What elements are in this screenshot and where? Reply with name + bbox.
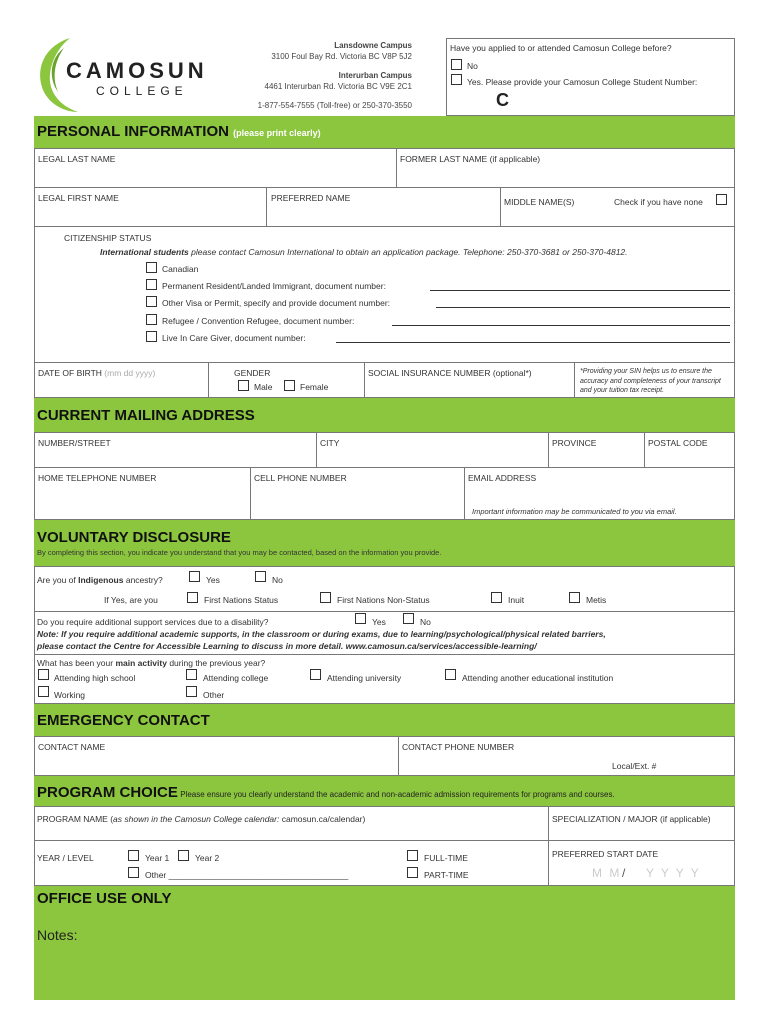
activity-other-checkbox[interactable] <box>186 686 197 697</box>
legal-last-name-field[interactable]: LEGAL LAST NAME <box>38 154 116 164</box>
logo-sub: COLLEGE <box>96 84 188 98</box>
activity-q-bold: main activity <box>115 658 167 668</box>
fn-nonstatus-checkbox[interactable] <box>320 592 331 603</box>
indigenous-no-label: No <box>272 575 283 585</box>
refugee-document-input[interactable] <box>392 325 730 326</box>
street-field[interactable]: NUMBER/STREET <box>38 438 111 448</box>
activity-hs-label: Attending high school <box>54 673 136 683</box>
activity-univ-label: Attending university <box>327 673 402 683</box>
gender-female-checkbox[interactable] <box>284 380 295 391</box>
sin-field[interactable]: SOCIAL INSURANCE NUMBER (optional*) <box>368 368 532 378</box>
if-yes-label: If Yes, are you <box>104 595 158 605</box>
year1-checkbox[interactable] <box>128 850 139 861</box>
voluntary-title: VOLUNTARY DISCLOSURE <box>37 529 231 546</box>
start-month-input[interactable]: M M <box>592 866 622 880</box>
dob-field[interactable]: DATE OF BIRTH <box>38 368 102 378</box>
mailing-title: CURRENT MAILING ADDRESS <box>37 407 255 424</box>
support-note-line2: please contact the Centre for Accessible Learning to discuss in more detail. www.camosun.ca/services/accessible-learning/ <box>37 641 537 651</box>
applied-no-checkbox[interactable] <box>451 59 462 70</box>
home-phone-field[interactable]: HOME TELEPHONE NUMBER <box>38 473 157 483</box>
indigenous-q-bold: Indigenous <box>78 575 124 585</box>
sin-note: *Providing your SIN helps us to ensure the accuracy and completeness of your transcript and your tuition tax receipt. <box>580 368 721 394</box>
citizenship-refugee-checkbox[interactable] <box>146 314 157 325</box>
program-name-post: camosun.ca/calendar) <box>279 814 366 824</box>
year1-label: Year 1 <box>145 853 170 863</box>
city-field[interactable]: CITY <box>320 438 340 448</box>
visa-document-input[interactable] <box>436 307 730 308</box>
program-title: PROGRAM CHOICE <box>37 784 178 801</box>
fulltime-label: FULL-TIME <box>424 853 468 863</box>
cell-phone-field[interactable]: CELL PHONE NUMBER <box>254 473 347 483</box>
inuit-checkbox[interactable] <box>491 592 502 603</box>
gender-male-label: Male <box>254 382 273 392</box>
year2-checkbox[interactable] <box>178 850 189 861</box>
logo-name: CAMOSUN <box>66 58 208 83</box>
applied-yes-checkbox[interactable] <box>451 74 462 85</box>
year-other-checkbox[interactable] <box>128 867 139 878</box>
support-question: Do you require additional support services due to a disability? <box>37 617 269 627</box>
citizenship-canadian-label: Canadian <box>162 264 199 274</box>
province-field[interactable]: PROVINCE <box>552 438 597 448</box>
program-subtitle: Please ensure you clearly understand the academic and non-academic admission requirements for programs and courses. <box>180 790 615 799</box>
intl-students-text: please contact Camosun International to obtain an application package. Telephone: 250-370-3681 or 250-370-4812. <box>191 247 628 257</box>
gender-female-label: Female <box>300 382 329 392</box>
interurban-addr: 4461 Interurban Rd. Victoria BC V9E 2C1 <box>264 82 412 91</box>
emergency-title: EMERGENCY CONTACT <box>37 712 210 729</box>
year2-label: Year 2 <box>195 853 220 863</box>
support-no-checkbox[interactable] <box>403 613 414 624</box>
contact-phone-field[interactable]: CONTACT PHONE NUMBER <box>402 742 515 752</box>
support-yes-checkbox[interactable] <box>355 613 366 624</box>
citizenship-caregiver-checkbox[interactable] <box>146 331 157 342</box>
indigenous-yes-checkbox[interactable] <box>189 571 200 582</box>
citizenship-refugee-label: Refugee / Convention Refugee, document number: <box>162 316 355 326</box>
fulltime-checkbox[interactable] <box>407 850 418 861</box>
fn-status-checkbox[interactable] <box>187 592 198 603</box>
postal-code-field[interactable]: POSTAL CODE <box>648 438 708 448</box>
citizenship-visa-label: Other Visa or Permit, specify and provide document number: <box>162 298 391 308</box>
fn-nonstatus-label: First Nations Non-Status <box>337 595 430 605</box>
legal-first-name-field[interactable]: LEGAL FIRST NAME <box>38 193 119 203</box>
check-none-label: Check if you have none <box>614 197 703 207</box>
program-name-pre[interactable]: PROGRAM NAME ( <box>37 814 114 824</box>
lansdowne-addr: 3100 Foul Bay Rd. Victoria BC V8P 5J2 <box>271 52 412 61</box>
start-year-input[interactable]: Y Y Y Y <box>646 866 701 880</box>
gender-male-checkbox[interactable] <box>238 380 249 391</box>
inuit-label: Inuit <box>508 595 525 605</box>
preferred-name-field[interactable]: PREFERRED NAME <box>271 193 351 203</box>
activity-univ-checkbox[interactable] <box>310 669 321 680</box>
voluntary-intro: By completing this section, you indicate you understand that you may be contacted, based on the information you provide. <box>37 548 442 557</box>
intl-students-bold: International students <box>100 247 189 257</box>
email-note: Important information may be communicated to you via email. <box>472 507 677 516</box>
fn-status-label: First Nations Status <box>204 595 279 605</box>
campus-info <box>236 40 412 111</box>
phone: 1-877-554-7555 (Toll-free) or 250-370-3550 <box>257 101 412 110</box>
start-date-slash: / <box>622 866 626 880</box>
activity-working-checkbox[interactable] <box>38 686 49 697</box>
activity-other-inst-label: Attending another educational institution <box>462 673 614 683</box>
metis-checkbox[interactable] <box>569 592 580 603</box>
parttime-checkbox[interactable] <box>407 867 418 878</box>
applied-no-label: No <box>467 61 478 71</box>
lansdowne-title: Lansdowne Campus <box>334 41 412 50</box>
activity-q-post: during the previous year? <box>169 658 266 668</box>
indigenous-no-checkbox[interactable] <box>255 571 266 582</box>
activity-college-label: Attending college <box>203 673 269 683</box>
office-notes: Notes: <box>37 927 78 943</box>
citizenship-visa-checkbox[interactable] <box>146 296 157 307</box>
activity-hs-checkbox[interactable] <box>38 669 49 680</box>
no-middle-name-checkbox[interactable] <box>716 194 727 205</box>
student-number-prefix: C <box>496 90 509 110</box>
middle-name-field[interactable]: MIDDLE NAME(S) <box>504 197 575 207</box>
metis-label: Metis <box>586 595 607 605</box>
local-ext-field[interactable]: Local/Ext. # <box>612 761 657 771</box>
support-no-label: No <box>420 617 431 627</box>
applied-question: Have you applied to or attended Camosun College before? <box>450 43 672 53</box>
year-other-label[interactable]: Other ______________________________________ <box>145 870 349 880</box>
email-field[interactable]: EMAIL ADDRESS <box>468 473 537 483</box>
citizenship-pr-label: Permanent Resident/Landed Immigrant, document number: <box>162 281 386 291</box>
former-last-name-field[interactable]: FORMER LAST NAME (if applicable) <box>400 154 541 164</box>
activity-other-label: Other <box>203 690 225 700</box>
activity-college-checkbox[interactable] <box>186 669 197 680</box>
citizenship-label: CITIZENSHIP STATUS <box>64 233 152 243</box>
activity-working-label: Working <box>54 690 86 700</box>
indigenous-q-pre: Are you of <box>37 575 76 585</box>
indigenous-yes-label: Yes <box>206 575 220 585</box>
parttime-label: PART-TIME <box>424 870 469 880</box>
pr-document-input[interactable] <box>430 290 730 291</box>
activity-q-pre: What has been your <box>37 658 114 668</box>
indigenous-q-post: ancestry? <box>125 575 163 585</box>
support-yes-label: Yes <box>372 617 386 627</box>
personal-box <box>34 148 735 398</box>
specialization-field[interactable]: SPECIALIZATION / MAJOR (if applicable) <box>552 814 711 824</box>
camosun-logo <box>30 34 220 114</box>
program-name-ital: as shown in the Camosun College calendar: <box>113 814 280 824</box>
start-date-label: PREFERRED START DATE <box>552 849 659 859</box>
caregiver-document-input[interactable] <box>336 342 730 343</box>
applied-yes-label: Yes. Please provide your Camosun College Student Number: <box>467 77 698 87</box>
citizenship-canadian-checkbox[interactable] <box>146 262 157 273</box>
support-note-line1: Note: If you require additional academic supports, in the classroom or during exams, due to learning/psychological/physical related barriers, <box>37 629 606 639</box>
year-level-label: YEAR / LEVEL <box>37 853 94 863</box>
personal-title: PERSONAL INFORMATION <box>37 123 229 140</box>
citizenship-pr-checkbox[interactable] <box>146 279 157 290</box>
office-title: OFFICE USE ONLY <box>37 890 172 907</box>
activity-other-inst-checkbox[interactable] <box>445 669 456 680</box>
personal-subtitle: (please print clearly) <box>233 128 321 138</box>
citizenship-caregiver-label: Live In Care Giver, document number: <box>162 333 306 343</box>
gender-label: GENDER <box>234 368 271 378</box>
contact-name-field[interactable]: CONTACT NAME <box>38 742 106 752</box>
dob-hint: (mm dd yyyy) <box>104 368 156 378</box>
interurban-title: Interurban Campus <box>338 71 412 80</box>
